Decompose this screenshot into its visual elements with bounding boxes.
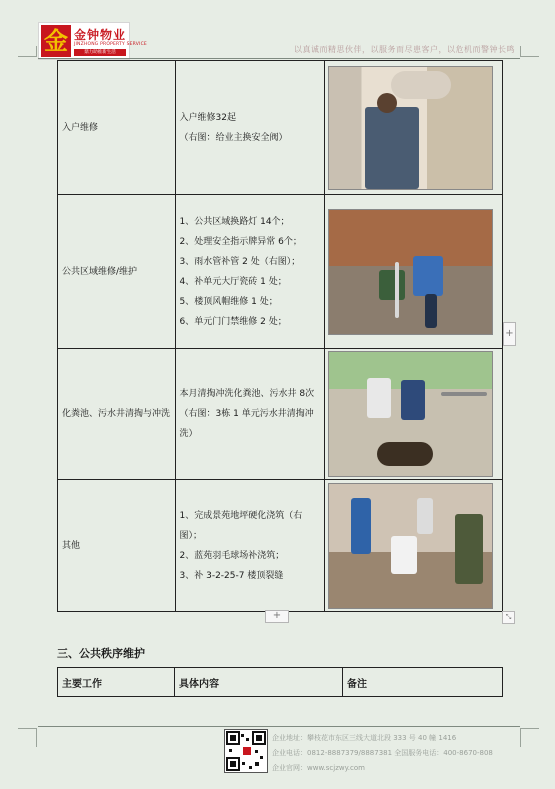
logo-english-name: JINZHONG PROPERTY SERVICE bbox=[74, 42, 147, 47]
footer-website[interactable]: 企业官网：www.scjzwy.com bbox=[272, 764, 365, 772]
photo-figure bbox=[395, 262, 399, 318]
add-column-button[interactable]: + bbox=[503, 322, 516, 346]
maintenance-table bbox=[57, 60, 503, 612]
column-header: 备注 bbox=[343, 668, 503, 697]
header-divider bbox=[38, 58, 520, 59]
content-line: 4、补单元大厅瓷砖 1 处； bbox=[179, 276, 287, 287]
content-line: 本月清掏冲洗化粪池、污水井 8次 bbox=[179, 389, 315, 399]
row-photo-cell bbox=[325, 195, 503, 349]
photo-figure bbox=[413, 256, 443, 296]
content-line: 入户维修32起 bbox=[179, 112, 236, 123]
content-line: 1、公共区域换路灯 14个； bbox=[179, 216, 290, 227]
photo-figure bbox=[455, 514, 483, 584]
row-content bbox=[175, 480, 325, 612]
row-content bbox=[175, 349, 325, 480]
photo-figure bbox=[377, 93, 397, 113]
column-header: 主要工作 bbox=[58, 668, 175, 697]
photo-rain-pipe-repair bbox=[328, 209, 493, 335]
public-order-table bbox=[57, 667, 503, 697]
footer-divider bbox=[38, 726, 520, 727]
photo-figure bbox=[365, 107, 419, 189]
logo-mark: 金 bbox=[41, 25, 71, 57]
photo-figure bbox=[367, 378, 391, 418]
row-category: 其他 bbox=[58, 480, 176, 612]
content-line: 5、楼顶风帽维修 1 处； bbox=[179, 296, 278, 307]
photo-concrete-pouring bbox=[328, 483, 493, 609]
photo-figure bbox=[441, 392, 487, 396]
footer-phone: 企业电话：0812-8887379/8887381 全国服务电话：400-8670-808 bbox=[272, 749, 493, 757]
photo-figure bbox=[425, 294, 437, 328]
photo-figure bbox=[401, 380, 425, 420]
table-row bbox=[58, 195, 503, 349]
footer-contact bbox=[272, 731, 493, 776]
content-line: 3、雨水管补管 2 处（右图）； bbox=[179, 256, 301, 267]
table-header-row bbox=[58, 668, 503, 697]
crop-mark-top-right bbox=[520, 46, 539, 57]
content-line: （右图：给业主换安全阀） bbox=[179, 132, 288, 143]
row-photo-cell bbox=[325, 349, 503, 480]
logo-name: 金钟物业 bbox=[74, 28, 127, 42]
header-slogan: 以真诚而精思伙伴，以服务而尽患客户，以危机而警钟长鸣 bbox=[294, 45, 515, 54]
crop-mark-bottom-right bbox=[520, 728, 539, 747]
photo-figure bbox=[351, 498, 371, 554]
logo-tagline: 鼎力助推新生活 bbox=[74, 49, 126, 56]
photo-water-heater-repair bbox=[328, 66, 493, 190]
photo-figure bbox=[391, 71, 451, 99]
crop-mark-top-left bbox=[18, 46, 37, 57]
table-row bbox=[58, 349, 503, 480]
column-header: 具体内容 bbox=[175, 668, 343, 697]
photo-figure bbox=[379, 270, 405, 300]
crop-mark-bottom-left bbox=[18, 728, 37, 747]
row-photo-cell bbox=[325, 61, 503, 195]
footer-address: 企业地址：攀枝花市东区三线大道北段 333 号 40 幢 1416 bbox=[272, 734, 457, 742]
row-category: 入户维修 bbox=[58, 61, 176, 195]
photo-sewage-well-cleaning bbox=[328, 351, 493, 477]
photo-figure bbox=[417, 498, 433, 534]
content-line: 1、完成景苑地坪硬化浇筑（右图）； bbox=[179, 510, 303, 541]
section-title: 三、公共秩序维护 bbox=[57, 647, 145, 660]
content-line: 2、处理安全指示牌异常 6个； bbox=[179, 236, 302, 247]
row-category: 化粪池、污水井清掏与冲洗 bbox=[58, 349, 176, 480]
content-line: 6、单元门门禁维修 2 处； bbox=[179, 316, 287, 327]
table-row bbox=[58, 61, 503, 195]
row-content bbox=[175, 61, 325, 195]
add-row-button[interactable]: + bbox=[265, 610, 289, 623]
content-line: （右图：3栋 1 单元污水井清掏冲洗） bbox=[179, 409, 314, 439]
qr-code-icon bbox=[224, 729, 268, 773]
table-resize-handle[interactable]: ⤡ bbox=[502, 611, 515, 624]
content-line: 2、蓝苑羽毛球场补浇筑； bbox=[179, 550, 285, 561]
company-logo bbox=[38, 22, 147, 60]
photo-figure bbox=[391, 536, 417, 574]
photo-figure bbox=[377, 442, 433, 466]
table-row bbox=[58, 480, 503, 612]
row-category: 公共区域维修/维护 bbox=[58, 195, 176, 349]
row-content bbox=[175, 195, 325, 349]
content-line: 3、补 3-2-25-7 楼顶裂缝 bbox=[179, 570, 284, 581]
row-photo-cell bbox=[325, 480, 503, 612]
